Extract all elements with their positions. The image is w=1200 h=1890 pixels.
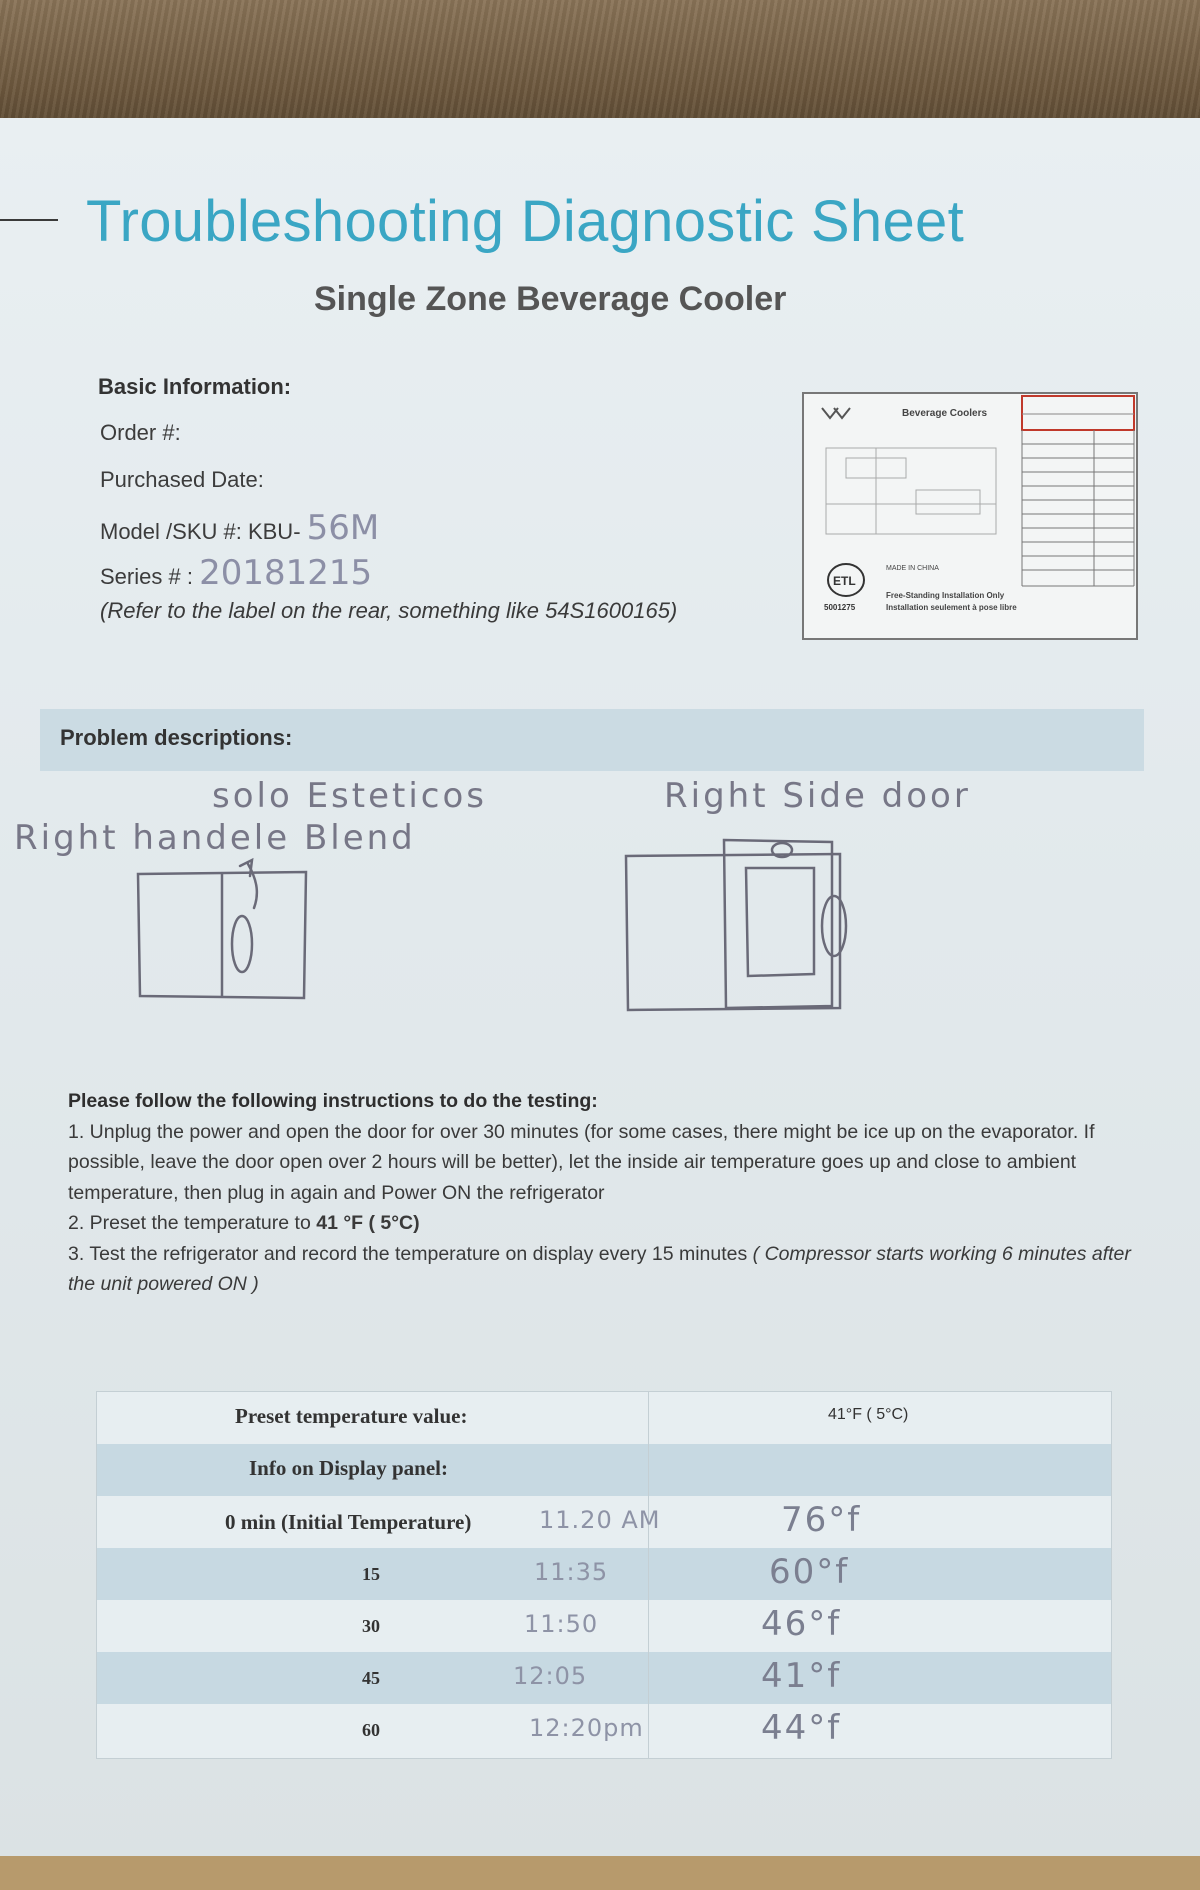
handle-sketch-drawing bbox=[126, 848, 316, 1008]
time-45-handwritten: 12:05 bbox=[513, 1662, 588, 1690]
testing-instructions bbox=[68, 1086, 1138, 1300]
table-row bbox=[97, 1600, 1111, 1652]
problem-descriptions-heading: Problem descriptions: bbox=[60, 725, 293, 750]
minutes-45-label: 45 bbox=[362, 1668, 380, 1688]
rear-label-illustration bbox=[802, 392, 1138, 640]
table-surface-background bbox=[0, 0, 1200, 130]
initial-time-handwritten: 11.20 AM bbox=[539, 1506, 661, 1534]
temp-45-handwritten: 41°f bbox=[761, 1656, 842, 1696]
series-handwritten-value: 20181215 bbox=[199, 553, 373, 593]
table-column-divider bbox=[648, 1392, 649, 1758]
table-row bbox=[97, 1652, 1111, 1704]
instruction-step-3-note: ( Compressor starts working 6 minutes after the unit powered ON ) bbox=[68, 1242, 1131, 1295]
purchased-date-label: Purchased Date: bbox=[100, 467, 264, 492]
preset-temperature-label: Preset temperature value: bbox=[235, 1404, 468, 1428]
model-sku-label: Model /SKU #: KBU- bbox=[100, 519, 301, 544]
minutes-60-label: 60 bbox=[362, 1720, 380, 1740]
model-sku-handwritten-value: 56M bbox=[306, 508, 380, 548]
instruction-step-3-text: 3. Test the refrigerator and record the temperature on display every 15 minutes bbox=[68, 1242, 753, 1265]
temp-60-handwritten: 44°f bbox=[761, 1708, 842, 1748]
rear-label-cert-mark: ETL bbox=[833, 574, 856, 588]
rear-label-cert-number: 5001275 bbox=[824, 603, 856, 612]
handwritten-solo-esteticos: solo Esteticos bbox=[212, 776, 488, 816]
order-field bbox=[100, 420, 181, 446]
time-60-handwritten: 12:20pm bbox=[529, 1714, 644, 1742]
preset-temperature-value: 41°F ( 5°C) bbox=[828, 1406, 909, 1423]
initial-temperature-label: 0 min (Initial Temperature) bbox=[225, 1510, 472, 1534]
basic-information-heading: Basic Information: bbox=[98, 374, 292, 399]
rear-label-note: (Refer to the label on the rear, something like 54S1600165) bbox=[100, 598, 678, 623]
model-sku-field bbox=[100, 508, 379, 548]
document-title: Troubleshooting Diagnostic Sheet bbox=[86, 189, 964, 254]
order-label: Order #: bbox=[100, 420, 181, 445]
minutes-30-label: 30 bbox=[362, 1616, 380, 1636]
instructions-heading: Please follow the following instructions to do the testing: bbox=[68, 1090, 598, 1112]
display-panel-label: Info on Display panel: bbox=[249, 1456, 448, 1480]
temp-15-handwritten: 60°f bbox=[769, 1552, 850, 1592]
series-label: Series # : bbox=[100, 564, 193, 589]
right-side-door-sketch-drawing bbox=[618, 824, 858, 1024]
purchased-date-field bbox=[100, 467, 264, 493]
series-field bbox=[100, 553, 372, 593]
temperature-record-table bbox=[96, 1391, 1112, 1759]
document-subtitle: Single Zone Beverage Cooler bbox=[314, 280, 787, 318]
rear-label-made-in: MADE IN CHINA bbox=[886, 565, 939, 572]
instruction-step-2-text: 2. Preset the temperature to bbox=[68, 1212, 317, 1234]
rear-label-freestanding-fr: Installation seulement à pose libre bbox=[886, 603, 1017, 612]
title-rule bbox=[0, 219, 58, 221]
instruction-step-2 bbox=[68, 1208, 1138, 1239]
time-15-handwritten: 11:35 bbox=[534, 1558, 609, 1586]
time-30-handwritten: 11:50 bbox=[524, 1610, 599, 1638]
instruction-step-2-value: 41 °F ( 5°C) bbox=[316, 1212, 420, 1234]
surface-bottom-edge bbox=[0, 1856, 1200, 1890]
instruction-step-1: 1. Unplug the power and open the door for over 30 minutes (for some cases, there might be ice up on the evaporator. If possible, leave the door open over 2 hours will be better), let the inside air temperature goes up and close to ambient temperature, then plug in again and Power ON the refrigerator bbox=[68, 1120, 1095, 1204]
rear-label-brand-text: Beverage Coolers bbox=[902, 408, 988, 419]
handwritten-right-side-door: Right Side door bbox=[664, 776, 971, 816]
handwritten-right-handle-blend: Right handele Blend bbox=[14, 818, 416, 858]
instruction-step-3 bbox=[68, 1239, 1138, 1300]
rear-label-freestanding-en: Free-Standing Installation Only bbox=[886, 591, 1005, 600]
minutes-15-label: 15 bbox=[362, 1564, 380, 1584]
temp-30-handwritten: 46°f bbox=[761, 1604, 842, 1644]
initial-temp-handwritten: 76°f bbox=[781, 1500, 862, 1540]
